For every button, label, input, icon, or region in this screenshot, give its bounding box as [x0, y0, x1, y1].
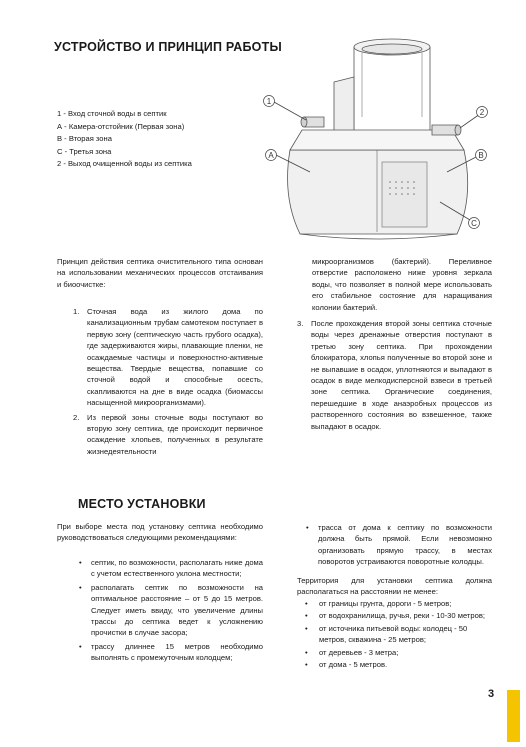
bullet: •: [305, 623, 308, 633]
installation-intro: При выборе места под установку септика необходимо руководствоваться следующими рекомендациями:: [57, 522, 263, 543]
list-item: [297, 318, 492, 432]
diagram-label-1: 1: [266, 97, 272, 106]
step-number: 1.: [73, 307, 80, 316]
bullet: •: [305, 647, 308, 657]
diagram-label-b: В: [478, 151, 484, 160]
diagram-label-2: 2: [479, 108, 485, 117]
list-item: • от водохранилища, ручья, реки - 10-30 метров;: [305, 611, 485, 621]
list-item: • трассу длиннее 15 метров необходимо выполнять с промежуточным колодцем;: [79, 641, 263, 663]
bullet: •: [305, 599, 308, 608]
list-item: • от деревьев - 3 метра;: [305, 647, 399, 657]
bullet: •: [79, 641, 82, 651]
page-number: 3: [488, 688, 495, 700]
diagram-legend: [57, 108, 192, 171]
section-title-device: УСТРОЙСТВО И ПРИНЦИП РАБОТЫ: [54, 40, 282, 54]
route-recommendation: [304, 522, 492, 570]
diagram-label-c: С: [471, 219, 477, 228]
process-steps-right: [297, 318, 492, 435]
bullet: •: [79, 558, 82, 567]
list-item: • располагать септик по возможности на оптимальное расстояние – от 5 до 15 метров. Следует иметь ввиду, что увеличение длины трассы до септика ведет к усложнению прочистки в случае засора;: [79, 582, 263, 638]
legend-item: 1 - Вход сточной воды в септик: [57, 109, 167, 118]
step-number: 2.: [73, 412, 80, 422]
step-2-continuation: микроорганизмов (бактерий). Переливное отверстие расположено ниже уровня зеркала воды, что позволяет в полной мере использовать его стабильное состояние для наращивания колонии бактерий.: [312, 257, 492, 312]
process-steps-left: [73, 306, 263, 460]
installation-recommendations: [77, 557, 263, 666]
legend-item: А - Камера-отстойник (Первая зона): [57, 121, 185, 131]
list-item: • от источника питьевой воды: колодец - 50 метров, скважина - 25 метров;: [305, 623, 468, 645]
distance-requirements: [297, 598, 492, 671]
step-text: Из первой зоны сточные воды поступают во вторую зону септика, где происходит первичное осаждение хлопьев, полученных в результате жизнедеятельности: [87, 412, 263, 456]
principle-intro: Принцип действия септика очистительного типа основан на использовании механических процессов отстаивания и биоочистке:: [57, 257, 263, 289]
list-item: • от дома - 5 метров.: [305, 660, 388, 670]
list-item: [73, 412, 263, 458]
legend-item: С - Третья зона: [57, 146, 112, 156]
list-item: • септик, по возможности, располагать ниже дома с учетом естественного уклона местности;: [79, 558, 263, 579]
list-item: [73, 306, 263, 409]
step-number: 3.: [297, 319, 304, 328]
diagram-label-a: А: [268, 151, 274, 160]
bullet: •: [306, 523, 309, 532]
legend-item: 2 - Выход очищенной воды из септика: [57, 159, 192, 169]
bullet: •: [305, 660, 308, 670]
legend-item: В - Вторая зона: [57, 134, 112, 144]
septic-tank-diagram: [262, 22, 492, 260]
page-accent-bar: [507, 690, 520, 742]
bullet: •: [79, 582, 82, 592]
section-title-installation: МЕСТО УСТАНОВКИ: [78, 497, 206, 511]
list-item: • от границы грунта, дороги - 5 метров;: [305, 599, 452, 608]
territory-intro: Территория для установки септика должна располагаться на расстоянии не менее:: [297, 576, 492, 597]
step-text: После прохождения второй зоны септика сточные воды через дренажные отверстия поступают в третью зону септика. При прохождении блокиратора, хлопья полученные во второй зоне и не выпавшие в осадок, уплотняются и выпадают в осадок в виде мелкодисперсной взвеси в третьей зоне септика. Органические соединения, перешедшие в ходе анаэробных процессов из растворенного состояния во взвешенное, также выпадают в осадок.: [311, 319, 492, 431]
step-text: Сточная вода из жилого дома по канализационным трубам самотеком поступает в первую зону (септическую часть грубого осадка), где задерживаются жиры, плавающие пленки, не осаждаемые частицы и поверхностно-активные вещества. Твердые вещества, попавшие со сточной водой и способные осесть, скапливаются на дне в виде осадка (биомассы насыщенной микроорганизмами).: [87, 307, 263, 408]
list-item: • трасса от дома к септику по возможности должна быть прямой. Если невозможно организовать прямую трассу, в местах поворотов устраиваются поворотные колодцы.: [306, 523, 492, 567]
bullet: •: [305, 611, 308, 621]
